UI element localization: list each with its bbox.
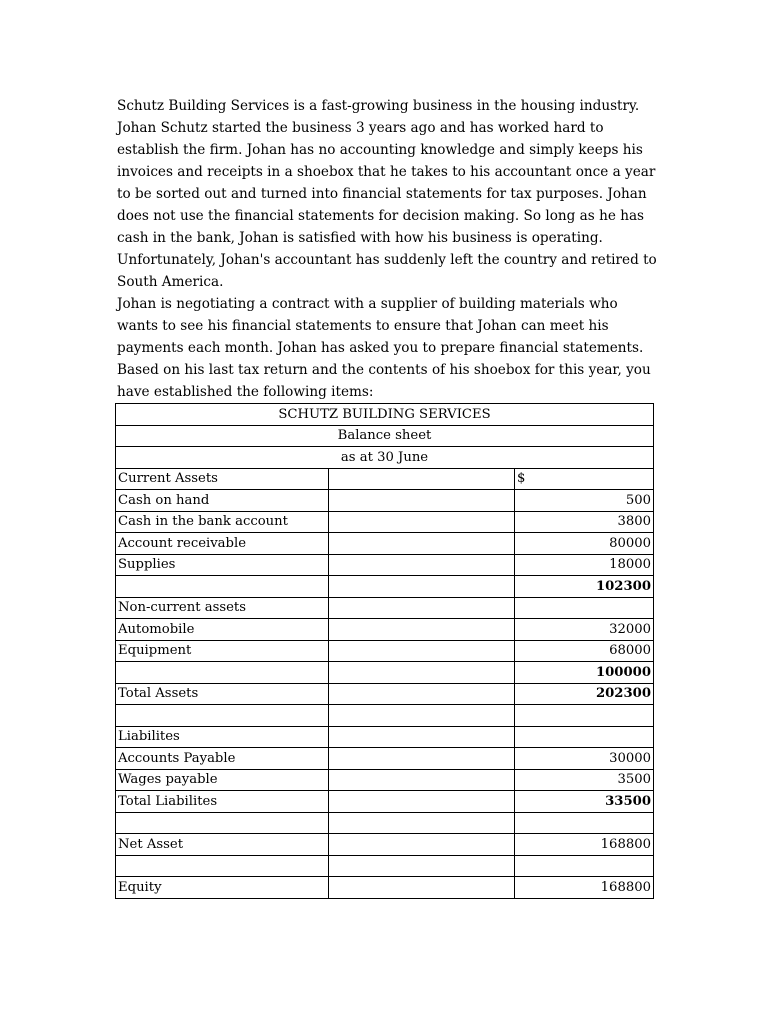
row-label: Account receivable: [116, 533, 329, 555]
table-row: [116, 877, 654, 899]
row-label: Non-current assets: [116, 597, 329, 619]
row-value: [515, 597, 654, 619]
row-middle: [329, 554, 515, 576]
balance-sheet-table: [115, 403, 654, 899]
row-value: 102300: [515, 576, 654, 598]
row-value: 32000: [515, 619, 654, 641]
row-label: Current Assets: [116, 468, 329, 490]
row-middle: [329, 748, 515, 770]
sheet-subtitle: Balance sheet: [116, 425, 654, 447]
row-value: 500: [515, 490, 654, 512]
row-middle: [329, 511, 515, 533]
row-middle: [329, 877, 515, 899]
table-row: [116, 769, 654, 791]
row-value: 80000: [515, 533, 654, 555]
row-label: Cash on hand: [116, 490, 329, 512]
row-middle: [329, 705, 515, 727]
row-middle: [329, 468, 515, 490]
sheet-date-row: [116, 447, 654, 469]
table-row: [116, 640, 654, 662]
row-label: [116, 662, 329, 684]
row-label: Liabilites: [116, 726, 329, 748]
row-middle: [329, 597, 515, 619]
row-value: 168800: [515, 834, 654, 856]
table-row: [116, 554, 654, 576]
table-row: [116, 597, 654, 619]
row-value: 30000: [515, 748, 654, 770]
row-middle: [329, 662, 515, 684]
table-row: [116, 576, 654, 598]
row-middle: [329, 834, 515, 856]
table-row: [116, 855, 654, 877]
table-row: [116, 812, 654, 834]
row-middle: [329, 576, 515, 598]
row-middle: [329, 855, 515, 877]
row-label: Supplies: [116, 554, 329, 576]
row-value: 3800: [515, 511, 654, 533]
row-label: [116, 812, 329, 834]
row-value: $: [515, 468, 654, 490]
table-row: [116, 662, 654, 684]
row-value: 68000: [515, 640, 654, 662]
table-row: [116, 705, 654, 727]
row-label: Equipment: [116, 640, 329, 662]
table-row: [116, 683, 654, 705]
row-middle: [329, 769, 515, 791]
row-value: 3500: [515, 769, 654, 791]
sheet-subtitle-row: [116, 425, 654, 447]
sheet-date: as at 30 June: [116, 447, 654, 469]
row-middle: [329, 791, 515, 813]
table-row: [116, 533, 654, 555]
row-value: 202300: [515, 683, 654, 705]
row-label: Automobile: [116, 619, 329, 641]
row-label: Equity: [116, 877, 329, 899]
table-row: [116, 791, 654, 813]
sheet-title: SCHUTZ BUILDING SERVICES: [116, 404, 654, 426]
row-label: Accounts Payable: [116, 748, 329, 770]
table-row: [116, 490, 654, 512]
row-value: 33500: [515, 791, 654, 813]
table-row: [116, 748, 654, 770]
row-value: [515, 855, 654, 877]
row-value: 18000: [515, 554, 654, 576]
table-row: [116, 726, 654, 748]
intro-paragraph-2: Johan is negotiating a contract with a supplier of building materials who wants to see his financial statements to ensure that Johan can meet his payments each month. Johan has asked you to prepare financial statements. Based on his last tax return and the contents of his shoebox for this year, you have established the following items:: [117, 296, 651, 400]
table-row: [116, 834, 654, 856]
row-middle: [329, 726, 515, 748]
row-middle: [329, 533, 515, 555]
table-row: [116, 619, 654, 641]
row-value: [515, 812, 654, 834]
table-row: [116, 468, 654, 490]
row-label: Net Asset: [116, 834, 329, 856]
row-middle: [329, 490, 515, 512]
row-label: Cash in the bank account: [116, 511, 329, 533]
row-middle: [329, 640, 515, 662]
row-value: [515, 705, 654, 727]
table-row: [116, 511, 654, 533]
row-middle: [329, 812, 515, 834]
row-value: 100000: [515, 662, 654, 684]
row-label: [116, 705, 329, 727]
sheet-title-row: [116, 404, 654, 426]
row-middle: [329, 619, 515, 641]
row-label: Total Liabilites: [116, 791, 329, 813]
row-value: [515, 726, 654, 748]
intro-paragraph-1: Schutz Building Services is a fast-growing business in the housing industry. Johan Schutz started the business 3 years ago and has worked hard to establish the firm. Johan has no accounting knowledge and simply keeps his invoices and receipts in a shoebox that he takes to his accountant once a year to be sorted out and turned into financial statements for tax purposes. Johan does not use the financial statements for decision making. So long as he has cash in the bank, Johan is satisfied with how his business is operating. Unfortunately, Johan's accountant has suddenly left the country and retired to South America.: [117, 98, 657, 290]
row-label: [116, 576, 329, 598]
row-label: Total Assets: [116, 683, 329, 705]
row-label: Wages payable: [116, 769, 329, 791]
row-label: [116, 855, 329, 877]
row-middle: [329, 683, 515, 705]
intro-text: [117, 95, 657, 403]
row-value: 168800: [515, 877, 654, 899]
